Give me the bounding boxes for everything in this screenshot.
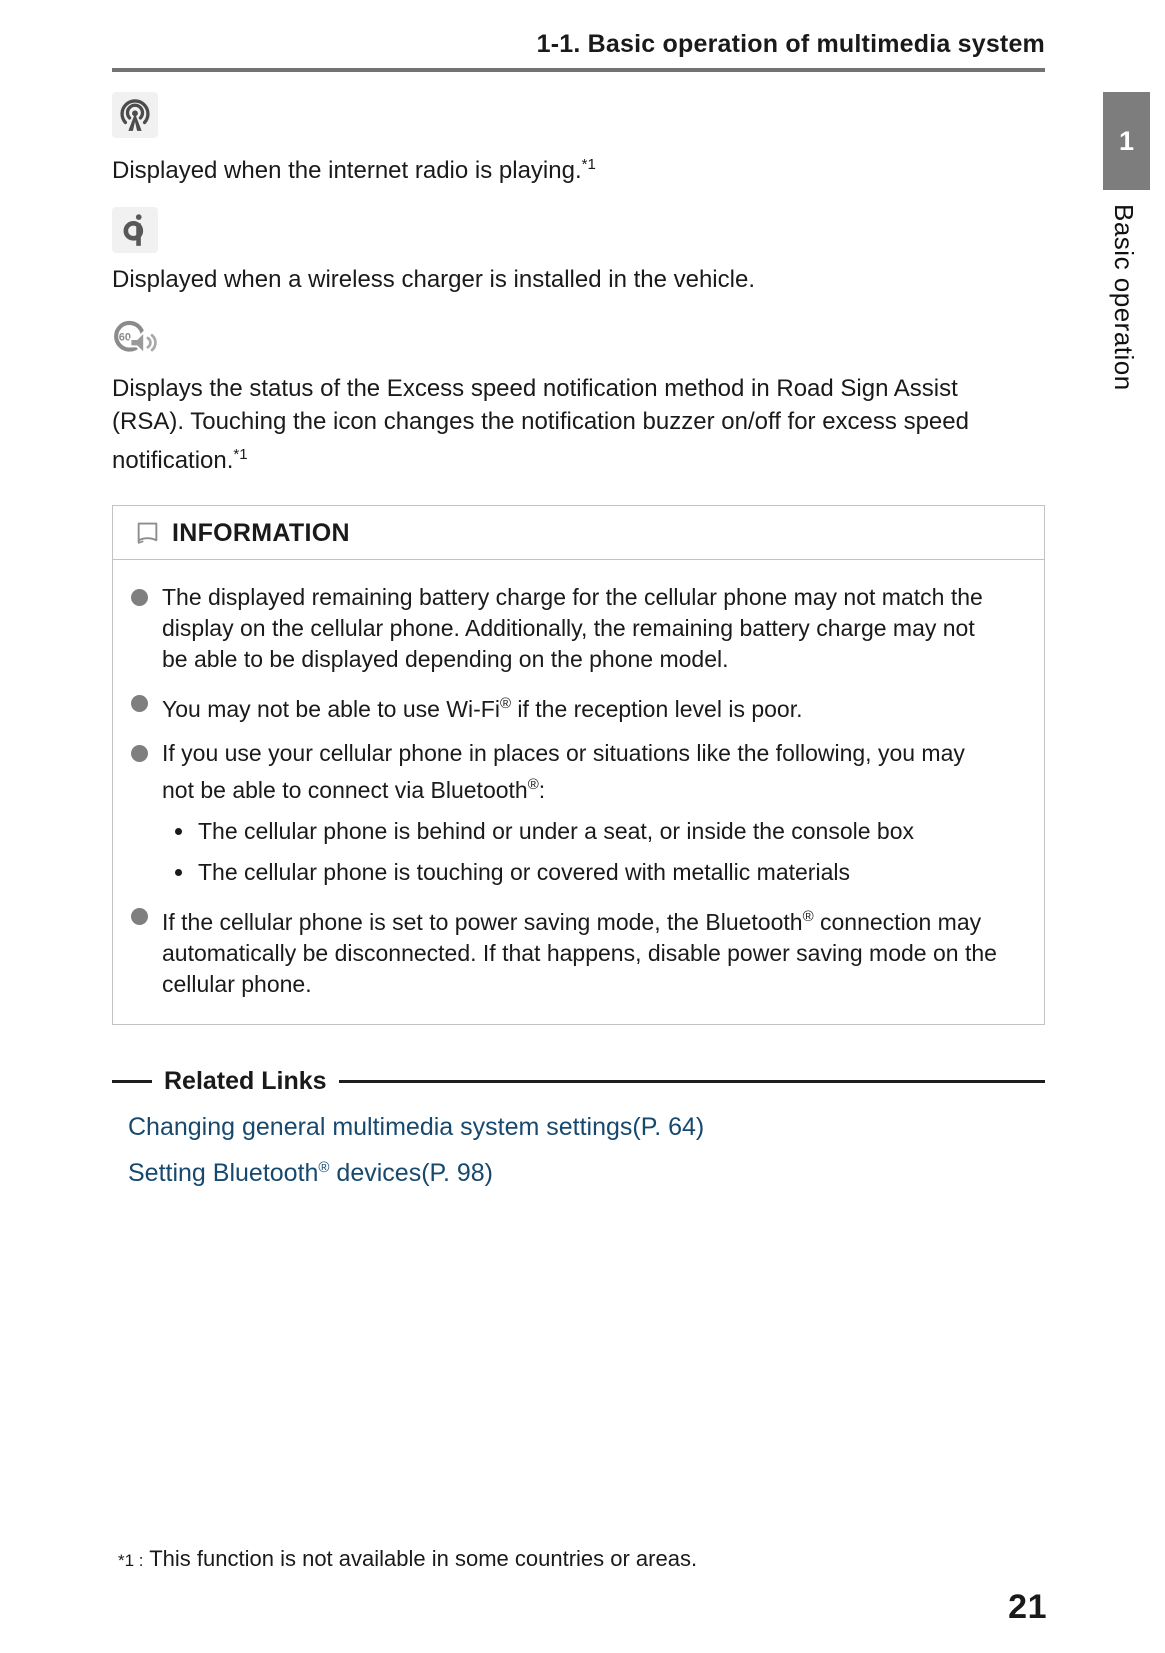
bullet-dot-icon [131, 695, 148, 712]
registered-trademark-symbol: ® [318, 1159, 330, 1176]
bullet-text-part: The displayed remaining battery charge for the cellular phone may not match the display on the cellular phone. Additionally, the remaining battery charge may not be able to be displayed depending on the phone model. [162, 584, 983, 672]
bullet-text-part: If the cellular phone is set to power saving mode, the Bluetooth [162, 909, 803, 935]
status-icon-item-internet-radio [112, 92, 1045, 187]
link-text: Changing general multimedia system settings(P. 64) [128, 1113, 705, 1141]
bullet-text [162, 738, 1002, 806]
information-box [112, 505, 1045, 1025]
bullet-text-part: if the reception level is poor. [511, 696, 803, 722]
information-box-body [113, 560, 1044, 1024]
footnote-text: This function is not available in some countries or areas. [143, 1546, 698, 1571]
related-links-section [112, 1067, 1045, 1188]
status-icon-item-wireless-charger [112, 207, 1045, 296]
bullet-text-part: : [538, 777, 546, 803]
chapter-tab [1103, 92, 1150, 190]
information-box-header [113, 506, 1044, 560]
footnote-ref: *1 [233, 446, 248, 463]
heading-rule-left [112, 1080, 152, 1083]
status-description [112, 372, 984, 477]
registered-trademark-symbol: ® [527, 776, 539, 793]
registered-trademark-symbol: ® [802, 908, 814, 925]
bullet-text [162, 901, 1002, 1000]
status-text: Displayed when a wireless charger is installed in the vehicle. [112, 266, 755, 293]
info-bullet [129, 738, 1024, 806]
info-sub-bullet [175, 816, 1024, 847]
footnote-marker: *1 : [118, 1551, 144, 1570]
status-text: Displayed when the internet radio is playing. [112, 157, 582, 184]
bullet-text-part: If you use your cellular phone in places or situations like the following, you may not be able to connect via Bluetooth [162, 740, 965, 803]
sub-bullet-dot-icon [175, 828, 182, 835]
bullet-text-part: connection may automatically be disconnected. If that happens, disable power saving mode on the cellular phone. [162, 909, 997, 997]
bullet-dot-icon [131, 589, 148, 606]
heading-rule-right [339, 1080, 1045, 1083]
bullet-dot-icon [131, 745, 148, 762]
bullet-text-part: You may not be able to use Wi-Fi [162, 696, 500, 722]
status-description [112, 148, 984, 187]
information-title: INFORMATION [172, 519, 350, 547]
related-link-bluetooth-devices[interactable] [128, 1159, 1045, 1188]
internet-radio-icon [112, 92, 158, 138]
sub-bullet-text: The cellular phone is behind or under a seat, or inside the console box [198, 818, 915, 844]
related-links-title: Related Links [164, 1067, 327, 1095]
bullet-text [162, 688, 803, 725]
chapter-number: 1 [1118, 125, 1135, 156]
page-number: 21 [1008, 1588, 1047, 1626]
status-icon-item-rsa-speed [112, 316, 1045, 477]
page-header [112, 0, 1045, 59]
info-bullet [129, 688, 1024, 725]
chapter-label: Basic operation [1109, 204, 1139, 391]
svg-text:60: 60 [118, 331, 132, 344]
rsa-speed-notification-icon [112, 316, 158, 362]
section-title: 1-1. Basic operation of multimedia system [536, 30, 1045, 58]
link-text: devices(P. 98) [329, 1159, 493, 1187]
related-links-heading [112, 1067, 1045, 1096]
link-text: Setting Bluetooth [128, 1159, 319, 1187]
info-bullet [129, 582, 1024, 675]
header-rule [112, 68, 1045, 72]
info-bullet [129, 901, 1024, 1000]
footnote [118, 1546, 697, 1572]
info-sub-bullet [175, 857, 1024, 888]
status-text: Displays the status of the Excess speed notification method in Road Sign Assist (RSA). Touching the icon changes the notification buzzer on/off for excess speed notification. [112, 375, 969, 474]
bullet-dot-icon [131, 908, 148, 925]
related-link-general-settings[interactable] [128, 1113, 1045, 1142]
footnote-ref: *1 [581, 156, 596, 173]
bullet-text [162, 582, 1002, 675]
page-content [112, 0, 1045, 1188]
sub-bullet-dot-icon [175, 869, 182, 876]
wireless-charger-qi-icon [112, 207, 158, 253]
book-icon [135, 521, 160, 546]
status-description [112, 263, 984, 296]
registered-trademark-symbol: ® [499, 695, 511, 712]
sub-bullet-text: The cellular phone is touching or covered with metallic materials [198, 859, 850, 885]
